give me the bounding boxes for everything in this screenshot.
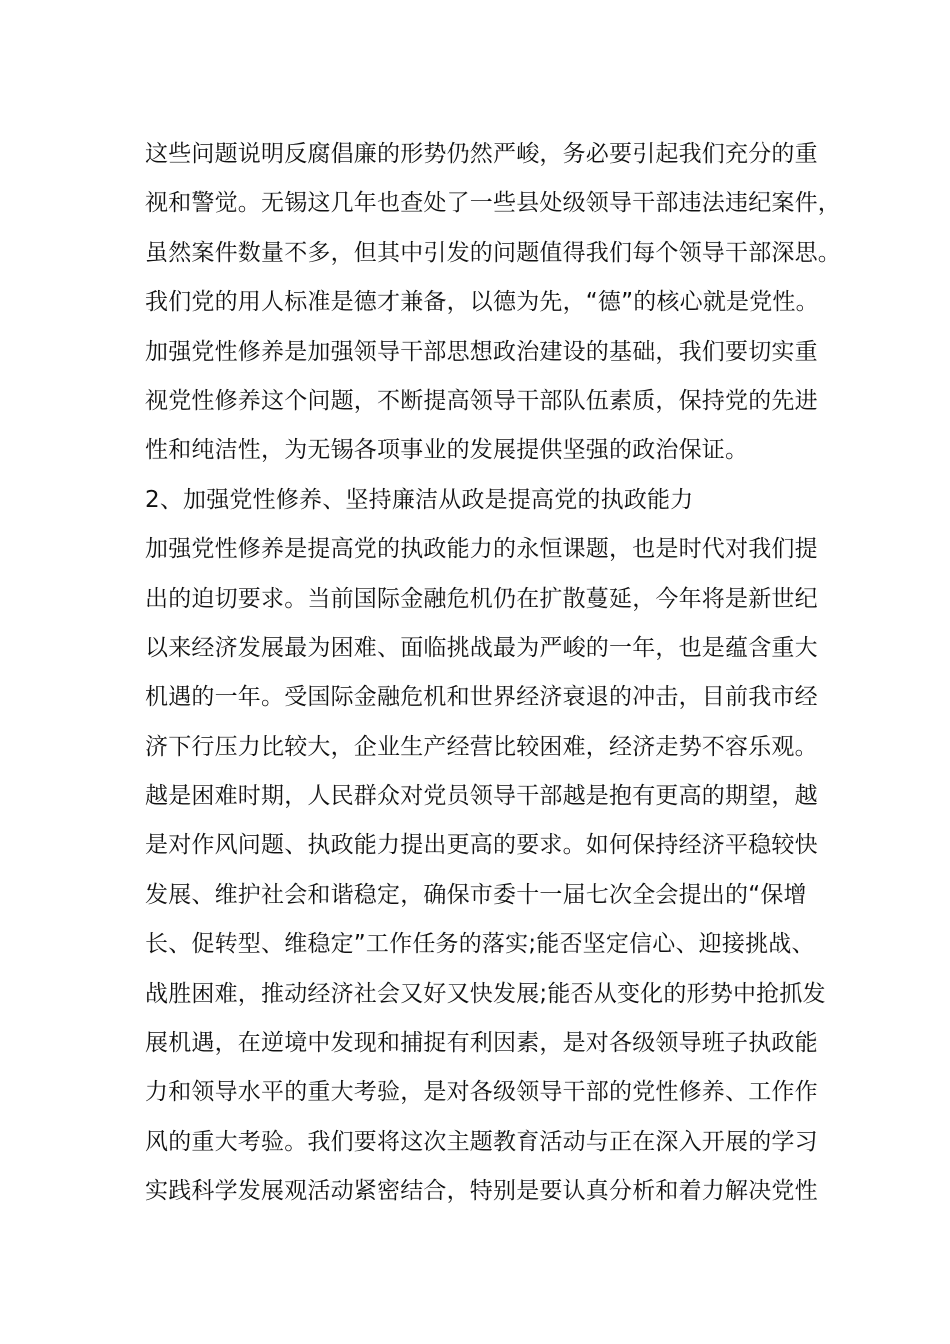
text-line: 越是困难时期，人民群众对党员领导干部越是抱有更高的期望，越 — [145, 783, 818, 810]
text-line: 风的重大考验。我们要将这次主题教育活动与正在深入开展的学习 — [145, 1128, 818, 1155]
text-line: 长、促转型、维稳定”工作任务的落实;能否坚定信心、迎接挑战、 — [145, 931, 815, 958]
text-line: 加强党性修养是加强领导干部思想政治建设的基础，我们要切实重 — [145, 338, 818, 365]
text-line: 这些问题说明反腐倡廉的形势仍然严峻，务必要引起我们充分的重 — [145, 141, 818, 167]
text-line: 视和警觉。无锡这几年也查处了一些县处级领导干部违法违纪案件， — [145, 190, 841, 217]
body-text — [145, 130, 841, 1217]
text-line: 济下行压力比较大，企业生产经营比较困难，经济走势不容乐观。 — [145, 733, 818, 760]
text-line: 发展、维护社会和谐稳定，确保市委十一届七次全会提出的“保增 — [145, 881, 807, 908]
text-line: 力和领导水平的重大考验，是对各级领导干部的党性修养、工作作 — [145, 1079, 818, 1106]
text-line: 展机遇，在逆境中发现和捕捉有利因素，是对各级领导班子执政能 — [145, 1030, 818, 1057]
text-line: 加强党性修养是提高党的执政能力的永恒课题，也是时代对我们提 — [145, 536, 818, 563]
section-heading: 2、加强党性修养、坚持廉洁从政是提高党的执政能力 — [145, 486, 694, 513]
text-line: 实践科学发展观活动紧密结合，特别是要认真分析和着力解决党性 — [145, 1178, 818, 1205]
text-line: 战胜困难，推动经济社会又好又快发展;能否从变化的形势中抢抓发 — [145, 980, 826, 1007]
text-line: 视党性修养这个问题，不断提高领导干部队伍素质，保持党的先进 — [145, 387, 818, 414]
text-line: 性和纯洁性，为无锡各项事业的发展提供坚强的政治保证。 — [145, 437, 749, 464]
text-line: 出的迫切要求。当前国际金融危机仍在扩散蔓延，今年将是新世纪 — [145, 585, 818, 612]
text-line: 机遇的一年。受国际金融危机和世界经济衰退的冲击，目前我市经 — [145, 684, 818, 711]
text-line: 我们党的用人标准是德才兼备，以德为先，“德”的核心就是党性。 — [145, 289, 819, 316]
text-line: 以来经济发展最为困难、面临挑战最为严峻的一年，也是蕴含重大 — [145, 634, 818, 661]
text-line: 是对作风问题、执政能力提出更高的要求。如何保持经济平稳较快 — [145, 832, 818, 859]
text-line: 虽然案件数量不多，但其中引发的问题值得我们每个领导干部深思。 — [145, 239, 841, 266]
